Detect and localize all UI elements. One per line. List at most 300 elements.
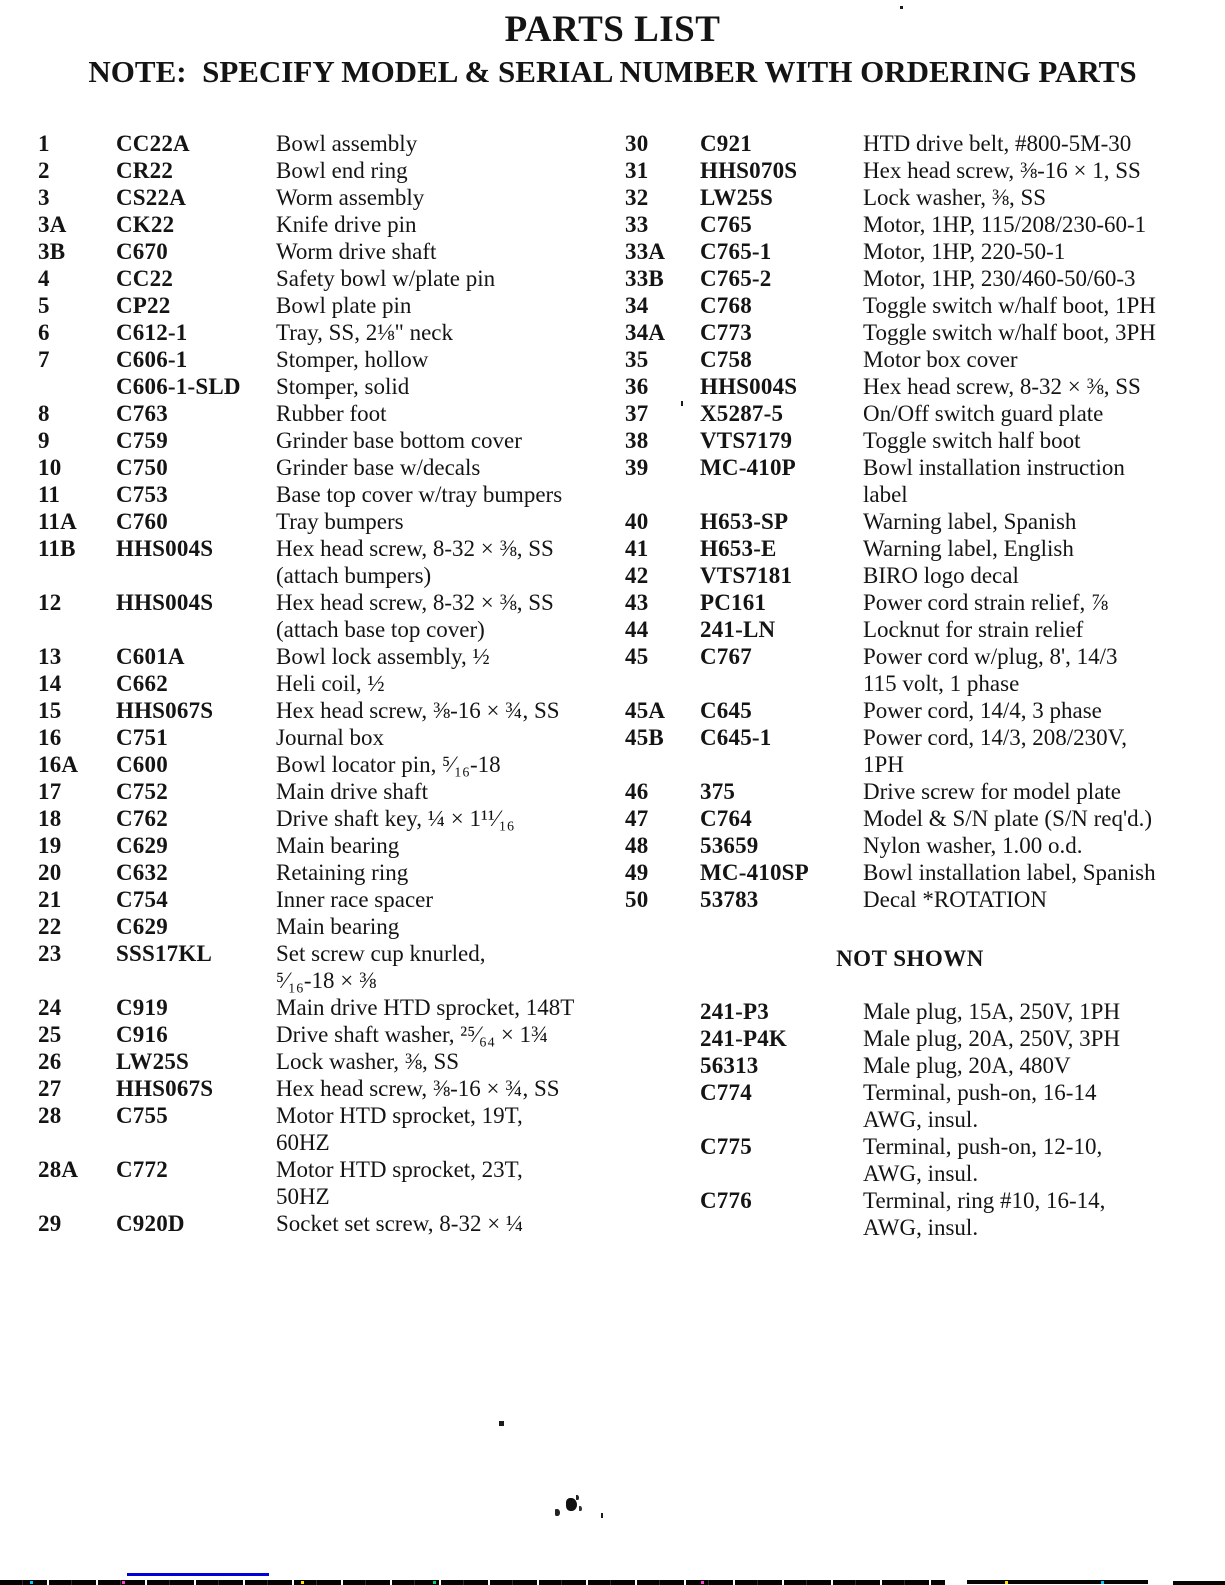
- part-number: C752: [116, 779, 168, 804]
- part-number: CC22: [116, 266, 174, 291]
- item-number: 41: [625, 536, 649, 561]
- part-number: X5287-5: [700, 401, 784, 426]
- part-number: CR22: [116, 158, 174, 183]
- parts-row: [38, 940, 616, 994]
- part-description-line: Male plug, 15A, 250V, 1PH: [863, 999, 1121, 1024]
- part-description-line: Hex head screw, ⅜-16 × 1, SS: [863, 158, 1141, 183]
- parts-row: [625, 886, 1195, 913]
- part-description-line: 50HZ: [276, 1184, 330, 1209]
- item-number: 27: [38, 1076, 62, 1101]
- part-description: [863, 184, 1195, 211]
- part-description-line: Knife drive pin: [276, 212, 417, 237]
- item-number: 34A: [625, 320, 666, 345]
- part-number: C765-2: [700, 266, 772, 291]
- item-number: 2: [38, 158, 50, 183]
- part-number: H653-E: [700, 536, 777, 561]
- parts-row: [38, 184, 616, 211]
- part-number: C920D: [116, 1211, 185, 1236]
- item-number: 33A: [625, 239, 666, 264]
- part-number: LW25S: [700, 185, 774, 210]
- part-description-line: Toggle switch w/half boot, 3PH: [863, 320, 1156, 345]
- item-number: 36: [625, 374, 649, 399]
- page-title: PARTS LIST: [504, 9, 721, 50]
- parts-row: [625, 832, 1195, 859]
- part-description: [276, 1048, 616, 1075]
- part-number: C773: [700, 320, 752, 345]
- part-description: [276, 1102, 616, 1156]
- item-number: 24: [38, 995, 62, 1020]
- part-description: [276, 400, 616, 427]
- parts-row: [38, 481, 616, 508]
- part-description-line: Motor box cover: [863, 347, 1018, 372]
- part-description: [276, 238, 616, 265]
- part-description: [863, 400, 1195, 427]
- item-number: 43: [625, 590, 649, 615]
- item-number: 3: [38, 185, 50, 210]
- part-number: C775: [700, 1134, 752, 1159]
- part-number: C759: [116, 428, 168, 453]
- item-number: 15: [38, 698, 62, 723]
- part-description-line: Bowl installation instruction: [863, 455, 1125, 480]
- part-description-line: Tray bumpers: [276, 509, 404, 534]
- part-number: 53659: [700, 833, 759, 858]
- parts-row: [625, 211, 1195, 238]
- scan-edge-bar: [967, 1580, 1148, 1584]
- part-description-line: Power cord, 14/3, 208/230V,: [863, 725, 1128, 750]
- scan-noise: [301, 1581, 304, 1584]
- item-number: 16: [38, 725, 62, 750]
- scan-noise: [122, 1581, 125, 1584]
- part-description: [863, 724, 1195, 778]
- part-description-line: Lock washer, ⅜, SS: [276, 1049, 460, 1074]
- part-description-line: Heli coil, ½: [276, 671, 385, 696]
- part-description-line: Motor, 1HP, 115/208/230-60-1: [863, 212, 1147, 237]
- part-description: [863, 616, 1195, 643]
- scan-speck: [499, 1421, 504, 1426]
- part-number: VTS7181: [700, 563, 793, 588]
- parts-row: [38, 292, 616, 319]
- part-description: [276, 211, 616, 238]
- part-description: [863, 1025, 1195, 1052]
- part-description: [276, 184, 616, 211]
- part-number: C645-1: [700, 725, 772, 750]
- part-description-line: Decal *ROTATION: [863, 887, 1048, 912]
- part-description-line: Power cord, 14/4, 3 phase: [863, 698, 1102, 723]
- part-description: [863, 562, 1195, 589]
- part-description: [863, 319, 1195, 346]
- part-description: [276, 751, 616, 778]
- part-description: [863, 130, 1195, 157]
- part-number: HHS004S: [116, 536, 214, 561]
- parts-row: [38, 238, 616, 265]
- parts-row: [38, 697, 616, 724]
- parts-row: [38, 157, 616, 184]
- part-description: [863, 1187, 1195, 1241]
- part-description-line: HTD drive belt, #800-5M-30: [863, 131, 1132, 156]
- item-number: 3A: [38, 212, 67, 237]
- part-description: [276, 589, 616, 643]
- part-description: [863, 427, 1195, 454]
- part-description-line: Terminal, ring #10, 16-14,: [863, 1188, 1106, 1213]
- part-description-line: 60HZ: [276, 1130, 330, 1155]
- parts-row: [38, 1156, 616, 1210]
- part-number: HHS004S: [116, 590, 214, 615]
- part-number: MC-410SP: [700, 860, 809, 885]
- part-description: [276, 832, 616, 859]
- part-description-line: Hex head screw, 8-32 × ⅜, SS: [863, 374, 1141, 399]
- part-description-line: Toggle switch w/half boot, 1PH: [863, 293, 1156, 318]
- part-description: [863, 859, 1195, 886]
- parts-row: [38, 913, 616, 940]
- item-number: 28: [38, 1103, 62, 1128]
- parts-row: [625, 373, 1195, 400]
- part-description-line: Inner race spacer: [276, 887, 434, 912]
- scan-noise: [30, 1581, 33, 1584]
- part-description-line: AWG, insul.: [863, 1215, 979, 1240]
- part-description: [276, 697, 616, 724]
- part-description: [863, 157, 1195, 184]
- part-number: C632: [116, 860, 168, 885]
- part-description: [276, 157, 616, 184]
- part-number: C760: [116, 509, 168, 534]
- parts-row: [38, 265, 616, 292]
- item-number: 26: [38, 1049, 62, 1074]
- part-description-line: On/Off switch guard plate: [863, 401, 1104, 426]
- item-number: 19: [38, 833, 62, 858]
- part-description: [863, 454, 1195, 508]
- part-number: C670: [116, 239, 168, 264]
- part-description: [863, 643, 1195, 697]
- part-description-line: Tray, SS, 2⅛" neck: [276, 320, 454, 345]
- parts-row: [38, 670, 616, 697]
- parts-row: [625, 427, 1195, 454]
- part-description: [863, 1079, 1195, 1133]
- part-description-line: AWG, insul.: [863, 1161, 979, 1186]
- parts-row: [625, 292, 1195, 319]
- item-number: 32: [625, 185, 649, 210]
- parts-row: [625, 1079, 1195, 1133]
- part-number: CS22A: [116, 185, 187, 210]
- part-number: HHS067S: [116, 1076, 214, 1101]
- item-number: 13: [38, 644, 62, 669]
- part-description: [276, 427, 616, 454]
- part-description-line: Main drive HTD sprocket, 148T: [276, 995, 575, 1020]
- part-description-line: Grinder base w/decals: [276, 455, 481, 480]
- parts-row: [625, 998, 1195, 1025]
- part-description: [276, 886, 616, 913]
- part-description: [276, 1210, 616, 1237]
- item-number: 11A: [38, 509, 77, 534]
- parts-row: [625, 535, 1195, 562]
- part-description: [276, 454, 616, 481]
- parts-row: [625, 1025, 1195, 1052]
- part-description: [863, 886, 1195, 913]
- part-number: C629: [116, 914, 168, 939]
- part-description: [276, 859, 616, 886]
- part-number: C762: [116, 806, 168, 831]
- part-description: [276, 643, 616, 670]
- blue-underline-mark: [127, 1573, 269, 1576]
- part-description-line: (attach base top cover): [276, 617, 485, 642]
- part-description-line: ⁵⁄₁₆-18 × ⅜: [276, 968, 377, 993]
- part-number: LW25S: [116, 1049, 190, 1074]
- item-number: 33: [625, 212, 649, 237]
- parts-row: [38, 589, 616, 643]
- parts-row: [38, 643, 616, 670]
- parts-row: [625, 1133, 1195, 1187]
- parts-row: [625, 616, 1195, 643]
- part-description-line: 115 volt, 1 phase: [863, 671, 1020, 696]
- parts-row: [38, 535, 616, 589]
- parts-row: [38, 508, 616, 535]
- part-number: C606-1: [116, 347, 188, 372]
- part-description-line: Toggle switch half boot: [863, 428, 1081, 453]
- item-number: 48: [625, 833, 649, 858]
- part-description: [863, 805, 1195, 832]
- part-description-line: Hex head screw, 8-32 × ⅜, SS: [276, 590, 554, 615]
- part-description-line: Stomper, solid: [276, 374, 410, 399]
- item-number: 40: [625, 509, 649, 534]
- part-number: C600: [116, 752, 168, 777]
- item-number: 45: [625, 644, 649, 669]
- item-number: 31: [625, 158, 649, 183]
- part-description-line: Drive shaft washer, ²⁵⁄₆₄ × 1¾: [276, 1022, 549, 1047]
- part-description-line: Set screw cup knurled,: [276, 941, 486, 966]
- part-description: [863, 292, 1195, 319]
- part-number: HHS004S: [700, 374, 798, 399]
- item-number: 5: [38, 293, 50, 318]
- part-description-line: Journal box: [276, 725, 384, 750]
- part-number: SSS17KL: [116, 941, 213, 966]
- part-description: [863, 832, 1195, 859]
- parts-rows-right-top: [625, 130, 1195, 913]
- part-description-line: Stomper, hollow: [276, 347, 429, 372]
- part-number: H653-SP: [700, 509, 789, 534]
- part-description-line: Hex head screw, ⅜-16 × ¾, SS: [276, 1076, 560, 1101]
- parts-row: [625, 778, 1195, 805]
- part-number: 375: [700, 779, 736, 804]
- part-description-line: Terminal, push-on, 12-10,: [863, 1134, 1103, 1159]
- part-description-line: Bowl end ring: [276, 158, 408, 183]
- item-number: 11B: [38, 536, 76, 561]
- parts-row: [38, 427, 616, 454]
- parts-row: [625, 400, 1195, 427]
- part-number: HHS070S: [700, 158, 798, 183]
- part-description: [276, 292, 616, 319]
- part-number: C767: [700, 644, 752, 669]
- parts-row: [38, 373, 616, 400]
- part-description: [863, 998, 1195, 1025]
- part-description-line: Rubber foot: [276, 401, 387, 426]
- part-description: [276, 373, 616, 400]
- part-description: [276, 913, 616, 940]
- item-number: 44: [625, 617, 649, 642]
- parts-row: [625, 697, 1195, 724]
- parts-row: [625, 157, 1195, 184]
- item-number: 1: [38, 131, 50, 156]
- part-number: PC161: [700, 590, 767, 615]
- parts-column-left: [38, 130, 616, 1237]
- part-number: C765-1: [700, 239, 772, 264]
- part-description: [276, 508, 616, 535]
- part-number: C919: [116, 995, 168, 1020]
- parts-row: [38, 1075, 616, 1102]
- part-number: C758: [700, 347, 752, 372]
- item-number: 11: [38, 482, 61, 507]
- part-description: [276, 940, 616, 994]
- part-description-line: AWG, insul.: [863, 1107, 979, 1132]
- part-description-line: Male plug, 20A, 250V, 3PH: [863, 1026, 1121, 1051]
- part-description-line: Worm assembly: [276, 185, 425, 210]
- part-description-line: Hex head screw, ⅜-16 × ¾, SS: [276, 698, 560, 723]
- part-description: [863, 238, 1195, 265]
- part-number: C754: [116, 887, 168, 912]
- item-number: 50: [625, 887, 649, 912]
- part-description: [863, 535, 1195, 562]
- scan-edge-bar: [1173, 1581, 1225, 1585]
- not-shown-heading: NOT SHOWN: [836, 946, 984, 971]
- item-number: 45A: [625, 698, 666, 723]
- item-number: 16A: [38, 752, 79, 777]
- parts-row: [38, 859, 616, 886]
- part-number: 241-P3: [700, 999, 769, 1024]
- item-number: 47: [625, 806, 649, 831]
- part-description-line: Locknut for strain relief: [863, 617, 1084, 642]
- part-description: [276, 481, 616, 508]
- part-description-line: Main bearing: [276, 914, 400, 939]
- part-description-line: label: [863, 482, 908, 507]
- part-description-line: Motor HTD sprocket, 19T,: [276, 1103, 523, 1128]
- part-description: [276, 805, 616, 832]
- part-description-line: Bowl plate pin: [276, 293, 412, 318]
- part-description-line: Terminal, push-on, 16-14: [863, 1080, 1097, 1105]
- item-number: 10: [38, 455, 62, 480]
- part-number: C662: [116, 671, 168, 696]
- part-number: 241-P4K: [700, 1026, 787, 1051]
- parts-row: [625, 265, 1195, 292]
- part-number: CC22A: [116, 131, 190, 156]
- item-number: 49: [625, 860, 649, 885]
- item-number: 46: [625, 779, 649, 804]
- parts-rows-not-shown: [625, 998, 1195, 1241]
- part-description-line: Safety bowl w/plate pin: [276, 266, 496, 291]
- part-description: [276, 724, 616, 751]
- part-number: 56313: [700, 1053, 759, 1078]
- parts-row: [625, 859, 1195, 886]
- parts-row: [38, 994, 616, 1021]
- part-description-line: Power cord w/plug, 8', 14/3: [863, 644, 1118, 669]
- part-number: C606-1-SLD: [116, 374, 241, 399]
- parts-row: [625, 319, 1195, 346]
- scan-speck: [601, 1513, 603, 1518]
- part-description: [863, 1052, 1195, 1079]
- scan-noise: [1101, 1581, 1104, 1584]
- part-number: CP22: [116, 293, 171, 318]
- part-number: C916: [116, 1022, 168, 1047]
- part-number: C601A: [116, 644, 185, 669]
- item-number: 17: [38, 779, 62, 804]
- parts-row: [625, 805, 1195, 832]
- part-description: [276, 535, 616, 589]
- part-description-line: Bowl lock assembly, ½: [276, 644, 490, 669]
- parts-row: [38, 1210, 616, 1237]
- item-number: 25: [38, 1022, 62, 1047]
- part-description: [276, 319, 616, 346]
- part-description-line: Power cord strain relief, ⅞: [863, 590, 1109, 615]
- part-number: C765: [700, 212, 752, 237]
- part-number: C755: [116, 1103, 168, 1128]
- parts-row: [38, 454, 616, 481]
- parts-row: [625, 454, 1195, 508]
- part-description: [863, 373, 1195, 400]
- part-number: C776: [700, 1188, 752, 1213]
- scan-noise: [701, 1581, 704, 1584]
- part-number: C774: [700, 1080, 752, 1105]
- part-description-line: Worm drive shaft: [276, 239, 437, 264]
- parts-row: [625, 589, 1195, 616]
- part-number: C921: [700, 131, 752, 156]
- item-number: 3B: [38, 239, 66, 264]
- parts-row: [38, 319, 616, 346]
- part-description-line: BIRO logo decal: [863, 563, 1019, 588]
- item-number: 33B: [625, 266, 664, 291]
- part-description-line: Retaining ring: [276, 860, 409, 885]
- parts-row: [38, 724, 616, 751]
- part-description: [863, 697, 1195, 724]
- item-number: 6: [38, 320, 50, 345]
- parts-row: [38, 130, 616, 157]
- part-number: C629: [116, 833, 168, 858]
- part-description-line: Male plug, 20A, 480V: [863, 1053, 1071, 1078]
- part-number: HHS067S: [116, 698, 214, 723]
- part-number: C750: [116, 455, 168, 480]
- part-description-line: (attach bumpers): [276, 563, 432, 588]
- parts-column-right: [625, 130, 1195, 1241]
- part-number: 53783: [700, 887, 759, 912]
- parts-row: [38, 1102, 616, 1156]
- item-number: 35: [625, 347, 649, 372]
- part-number: C763: [116, 401, 168, 426]
- item-number: 14: [38, 671, 62, 696]
- part-description-line: 1PH: [863, 752, 904, 777]
- item-number: 28A: [38, 1157, 79, 1182]
- part-number: C768: [700, 293, 752, 318]
- parts-row: [38, 886, 616, 913]
- part-description-line: Motor, 1HP, 230/460-50/60-3: [863, 266, 1136, 291]
- part-number: C645: [700, 698, 752, 723]
- part-description: [863, 778, 1195, 805]
- parts-row: [625, 643, 1195, 697]
- part-description-line: Hex head screw, 8-32 × ⅜, SS: [276, 536, 554, 561]
- parts-rows-left: [38, 130, 616, 1237]
- part-number: C753: [116, 482, 168, 507]
- parts-row: [38, 751, 616, 778]
- part-description: [863, 589, 1195, 616]
- part-description: [276, 346, 616, 373]
- part-description-line: Nylon washer, 1.00 o.d.: [863, 833, 1083, 858]
- item-number: 7: [38, 347, 50, 372]
- part-description: [863, 508, 1195, 535]
- item-number: 9: [38, 428, 50, 453]
- parts-row: [625, 508, 1195, 535]
- part-description-line: Model & S/N plate (S/N req'd.): [863, 806, 1153, 831]
- part-description-line: Warning label, Spanish: [863, 509, 1077, 534]
- part-description: [863, 265, 1195, 292]
- part-description-line: Grinder base bottom cover: [276, 428, 522, 453]
- ink-blot: [566, 1498, 577, 1511]
- part-description-line: Warning label, English: [863, 536, 1074, 561]
- part-number: C772: [116, 1157, 168, 1182]
